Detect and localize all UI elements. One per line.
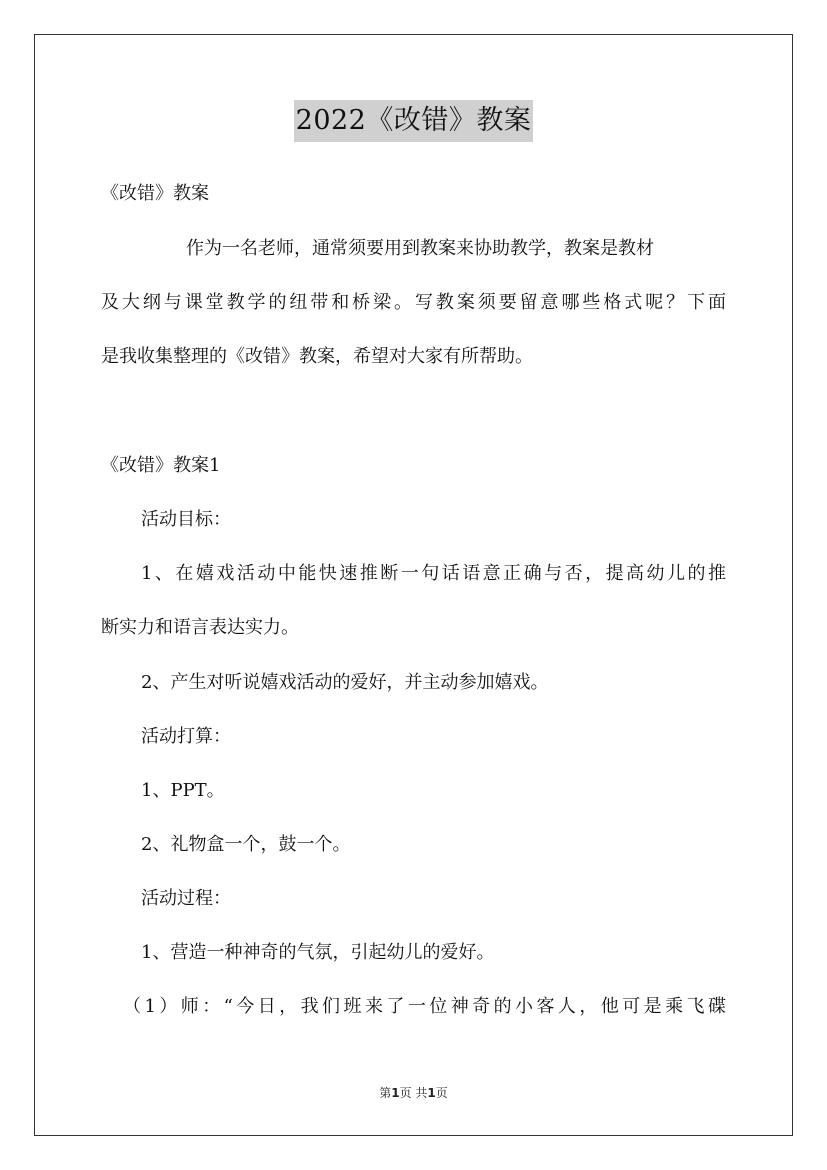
footer-page-number: 1: [391, 1086, 400, 1100]
goals-heading: 活动目标：: [141, 509, 231, 530]
process-item-1: 1、营造一种神奇的气氛，引起幼儿的爱好。: [141, 942, 495, 963]
process-heading: 活动过程：: [141, 888, 231, 909]
document-title: 2022《改错》教案: [294, 100, 534, 142]
footer-prefix: 第: [379, 1086, 392, 1100]
footer-total-pages: 1: [427, 1086, 436, 1100]
section-heading: 《改错》教案1: [101, 455, 221, 476]
page-footer: [0, 1084, 827, 1101]
document-subtitle: 《改错》教案: [101, 183, 209, 204]
goal-2: 2、产生对听说嬉戏活动的爱好，并主动参加嬉戏。: [141, 672, 549, 693]
prep-heading: 活动打算：: [141, 726, 231, 747]
footer-suffix: 页: [435, 1086, 448, 1100]
prep-item-1: 1、PPT。: [141, 780, 225, 801]
intro-line-2: 及大纲与课堂教学的纽带和桥梁。写教案须要留意哪些格式呢？下面: [101, 292, 726, 313]
intro-line-3: 是我收集整理的《改错》教案，希望对大家有所帮助。: [101, 346, 533, 367]
goal-1-line-2: 断实力和语言表达实力。: [101, 617, 299, 638]
footer-mid: 页 共: [399, 1086, 428, 1100]
process-item-1-1: （1）师：“今日，我们班来了一位神奇的小客人，他可是乘飞碟: [123, 996, 726, 1017]
intro-line-1: 作为一名老师，通常须要用到教案来协助教学，教案是教材: [186, 238, 654, 259]
goal-1-line-1: 1、在嬉戏活动中能快速推断一句话语意正确与否，提高幼儿的推: [141, 563, 726, 584]
title-container: [0, 100, 827, 142]
prep-item-2: 2、礼物盒一个，鼓一个。: [141, 834, 351, 855]
